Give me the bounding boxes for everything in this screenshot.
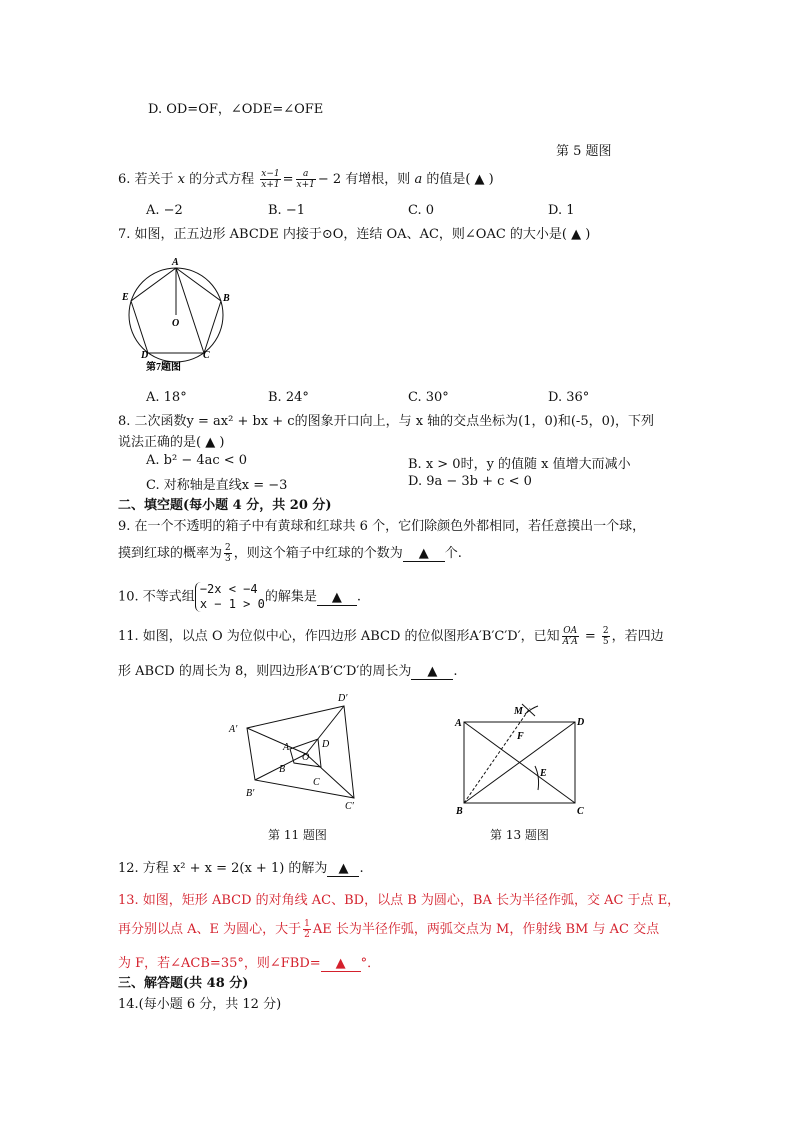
fig13 (452, 700, 592, 822)
fig11-ray-c (306, 754, 354, 798)
q9-fraction (224, 543, 232, 564)
q10-answer-blank: ▲ (317, 590, 357, 606)
fig13-label-c: C (577, 806, 584, 817)
fig13-label-b: B (456, 806, 463, 817)
q6-mid: 的分式方程 (185, 172, 259, 187)
fig13-arc-m1 (522, 704, 535, 716)
q11-frac2-num: 2 (602, 626, 609, 636)
fig11-label-c: C (313, 777, 320, 788)
q6-eq: = (282, 172, 294, 187)
q13-line2 (118, 918, 659, 940)
q9-answer-blank: ▲ (403, 546, 445, 562)
q10-suffix: 的解集是 (264, 589, 317, 605)
q7-label-o: O (172, 318, 180, 329)
q14-title: 14.(每小题 6 分，共 12 分) (118, 997, 282, 1012)
q6-suffix-a: 有增根，则 (341, 172, 415, 187)
q13-answer-blank: ▲ (321, 956, 361, 972)
q9-frac-den: 3 (225, 554, 231, 564)
q6-rhs-fraction (296, 169, 316, 190)
q11-value-fraction (602, 626, 610, 647)
q8-option-a: A. b² − 4ac < 0 (146, 453, 248, 468)
fig11-label-d-prime: D′ (338, 693, 348, 704)
q5-option-d: D. OD=OF，∠ODE=∠OFE (148, 102, 324, 117)
q6-lhs-fraction (260, 169, 280, 190)
q6-option-a: A. −2 (146, 203, 183, 218)
q12-prefix: 12. 方程 x² + x = 2(x + 1) 的解为 (118, 861, 328, 876)
q5-figure-caption: 第 5 题图 (556, 144, 612, 159)
q12-stem (118, 857, 364, 877)
q11-frac2-den: 5 (602, 637, 609, 647)
section2-title: 二、填空题(每小题 4 分，共 20 分) (118, 498, 332, 513)
q9-line2 (118, 542, 462, 564)
q6-rhs-num: a (296, 169, 316, 180)
q7-stem: 7. 如图，正五边形 ABCDE 内接于⊙O，连结 OA、AC，则∠OAC 的大小是( ▲ ) (118, 227, 591, 242)
q7-option-c: C. 30° (408, 390, 449, 405)
q9-frac-num: 2 (225, 543, 231, 553)
q10-stem (118, 582, 361, 612)
q11-line2 (118, 660, 457, 680)
q6-lhs-num: x−1 (261, 169, 280, 179)
q9-line2-c: 个. (444, 546, 462, 561)
q13-line3-b: °． (360, 956, 381, 971)
fig13-label-d: D (577, 717, 585, 728)
q12-answer-blank: ▲ (327, 861, 359, 877)
q6-var-x: x (177, 172, 186, 187)
q7-caption: 第7题图 (146, 362, 181, 373)
q13-line1: 13. 如图，矩形 ABCD 的对角线 AC、BD，以点 B 为圆心，BA 长为半径作弧，交 AC 于点 E， (118, 893, 681, 908)
q10-system (195, 582, 265, 612)
fig11-label-d: D (322, 739, 330, 750)
q7-option-a: A. 18° (146, 390, 187, 405)
q13-frac-den: 2 (304, 930, 310, 940)
q8-option-b: B. x > 0时，y 的值随 x 值增大而减小 (408, 457, 631, 472)
section3-title: 三、解答题(共 48 分) (118, 976, 249, 991)
q6-stem (118, 168, 494, 190)
fig11-label-c-prime: C′ (345, 801, 354, 812)
q10-prefix: 10. 不等式组 (118, 589, 195, 605)
q6-option-d: D. 1 (548, 203, 575, 218)
q10-end: . (356, 589, 361, 605)
q13-line3-a: 为 F，若∠ACB=35°，则∠FBD= (118, 956, 321, 971)
q8-line1: 8. 二次函数y = ax² + bx + c的图象开口向上，与 x 轴的交点坐标为(1，0)和(-5，0)，下列 (118, 414, 654, 429)
q6-rhs-tail: − 2 (317, 172, 342, 187)
fig11-label-o: O (302, 752, 310, 763)
fig13-arc-e (535, 766, 539, 790)
q6-suffix-b: 的值是( ▲ ) (422, 172, 494, 187)
q13-frac-num: 1 (304, 919, 310, 929)
q7-label-b: B (223, 293, 230, 304)
q11-eq: = (580, 629, 600, 644)
fig11-label-a: A (283, 742, 290, 753)
q9-line2-a: 摸到红球的概率为 (118, 546, 223, 561)
fig13-caption: 第 13 题图 (490, 828, 549, 842)
q11-line1 (118, 625, 664, 647)
q13-line2-a: 再分别以点 A、E 为圆心，大于 (118, 922, 302, 937)
q13-line3 (118, 952, 380, 972)
fig11-caption: 第 11 题图 (268, 828, 327, 842)
q7-label-e: E (122, 292, 129, 303)
q8-option-d: D. 9a − 3b + c < 0 (408, 474, 532, 489)
q7-label-d: D (141, 350, 149, 361)
q8-line2: 说法正确的是( ▲ ) (118, 435, 225, 450)
q7-label-a: A (172, 257, 179, 268)
q11-frac-den: A′A (562, 637, 578, 647)
fig13-label-a: A (455, 718, 462, 729)
fig13-label-m: M (514, 706, 523, 717)
q7-option-b: B. 24° (268, 390, 309, 405)
fig11-ray-a (247, 728, 306, 754)
q9-line2-b: ，则这个箱子中红球的个数为 (233, 546, 403, 561)
q11-answer-blank: ▲ (411, 664, 453, 680)
q11-ratio-fraction (562, 626, 579, 647)
q7-segment-ac (176, 268, 204, 353)
q7-label-c: C (203, 350, 210, 361)
fig11-label-a-prime: A′ (229, 724, 238, 735)
q10-ineq2: x − 1 > 0 (199, 597, 265, 611)
q11-line2-b: . (453, 664, 458, 679)
q12-end: . (359, 861, 364, 876)
q7-figure (118, 255, 238, 375)
q11-line1-a: 11. 如图，以点 O 为位似中心，作四边形 ABCD 的位似图形A′B′C′D′，已知 (118, 629, 560, 644)
q7-option-d: D. 36° (548, 390, 590, 405)
q11-line2-a: 形 ABCD 的周长为 8，则四边形A′B′C′D′的周长为 (118, 664, 412, 679)
fig11-label-b-prime: B′ (246, 788, 255, 799)
q6-option-b: B. −1 (268, 203, 305, 218)
fig13-label-f: F (517, 731, 524, 742)
fig11-label-b: B (279, 764, 286, 775)
fig11 (225, 688, 365, 818)
q6-var-a: a (414, 172, 423, 187)
q13-line2-b: AE 长为半径作弧，两弧交点为 M，作射线 BM 与 AC 交点 (312, 922, 660, 937)
q6-lhs-den: x+1 (261, 180, 280, 190)
q11-frac-num: OA (563, 626, 578, 636)
q9-line1: 9. 在一个不透明的箱子中有黄球和红球共 6 个，它们除颜色外都相同，若任意摸出一个球， (118, 519, 646, 534)
q6-prefix: 6. 若关于 (118, 172, 178, 187)
q6-rhs-den: x+1 (296, 180, 315, 190)
q13-half-fraction (303, 919, 311, 940)
q11-line1-b: ，若四边 (611, 629, 664, 644)
fig13-label-e: E (540, 768, 547, 779)
q10-ineq1: −2x < −4 (199, 582, 258, 596)
q8-option-c: C. 对称轴是直线x = −3 (146, 478, 288, 493)
q6-option-c: C. 0 (408, 203, 435, 218)
